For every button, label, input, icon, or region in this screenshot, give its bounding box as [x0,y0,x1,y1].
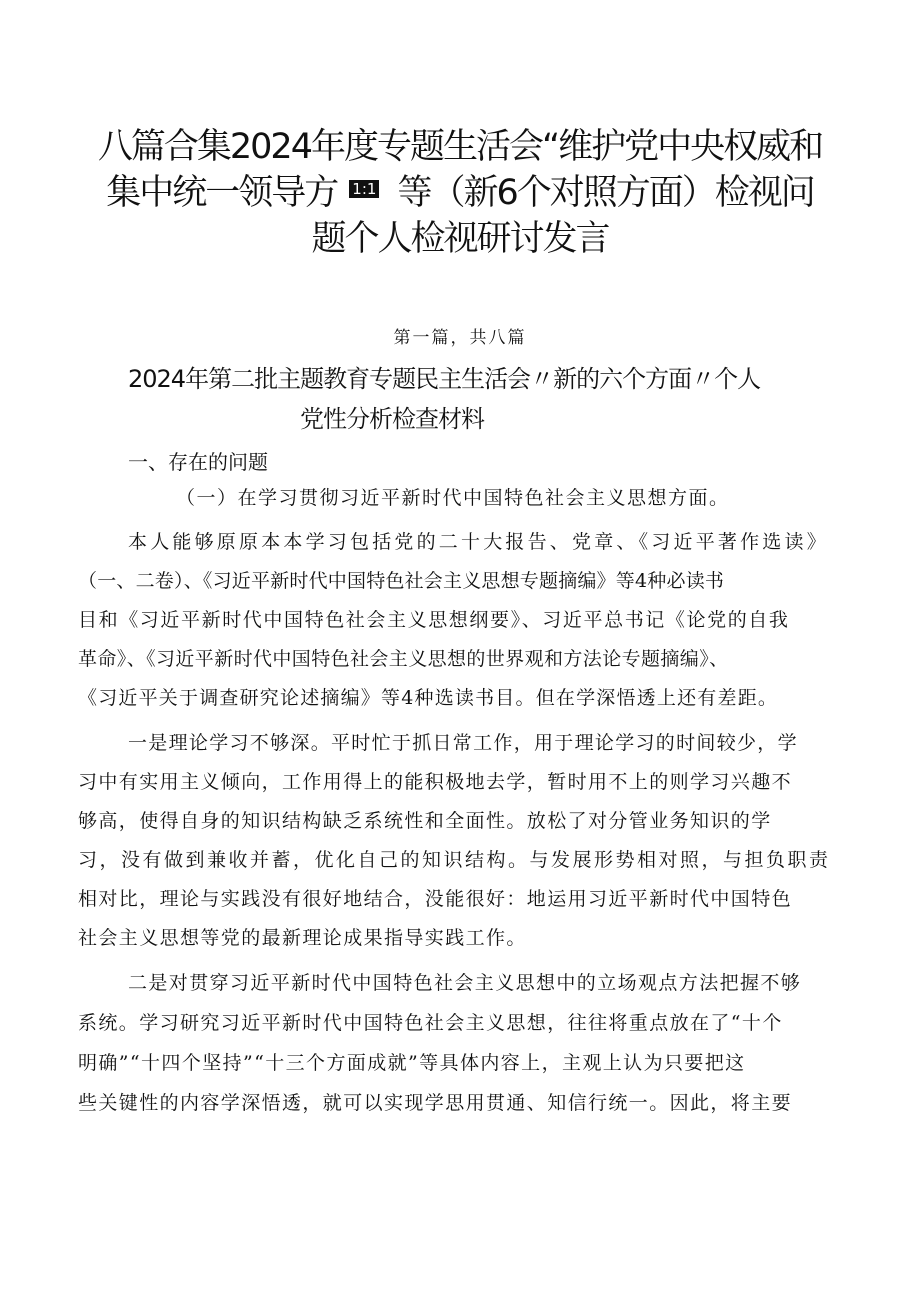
part-label: 第一篇，共八篇 [393,328,527,348]
paragraph-1-line: （一、二卷）、《习近平新时代中国特色社会主义思想专题摘编》等4种必读书 [78,570,725,592]
article-title-line-2: 党性分析检查材料 [300,405,484,433]
paragraph-1-line: 目和《习近平新时代中国特色社会主义思想纲要》、习近平总书记《论党的自我 [78,609,790,631]
paragraph-1-line: 《习近平关于调查研究论述摘编》等4种选读书目。但在学深悟透上还有差距。 [78,687,779,709]
section-heading: 一、存在的问题 [128,450,268,474]
document-title-line-2-start: 集中统一领导方 [106,173,338,213]
paragraph-3-line: 二是对贯穿习近平新时代中国特色社会主义思想中的立场观点方法把握不够 [128,972,802,994]
paragraph-2-line: 习中有实用主义倾向，工作用得上的能积极地去学，暂时用不上的则学习兴趣不 [78,771,793,793]
paragraph-1-line: 革命》、《习近平新时代中国特色社会主义思想的世界观和方法论专题摘编》、 [78,648,729,670]
paragraph-3-line: 系统。学习研究习近平新时代中国特色社会主义思想，往往将重点放在了“十个 [78,1012,783,1034]
paragraph-2-line: 社会主义思想等党的最新理论成果指导实践工作。 [78,927,527,949]
article-title-line-1: 2024年第二批主题教育专题民主生活会〃新的六个方面〃个人 [128,365,761,393]
paragraph-2-line: 习，没有做到兼收并蓄，优化自己的知识结构。与发展形势相对照，与担负职责 [78,849,831,871]
document-title-line-3: 题个人检视研讨发言 [311,219,609,259]
paragraph-3-line: 些关键性的内容学深悟透，就可以实现学思用贯通、知信行统一。因此，将主要 [78,1092,793,1114]
document-title-line-2-end: 等（新6个对照方面）检视问 [397,173,814,213]
paragraph-1-line: 本人能够原原本本学习包括党的二十大报告、党章、《习近平著作选读》 [128,531,829,553]
paragraph-2-line: 相对比，理论与实践没有很好地结合，没能很好：地运用习近平新时代中国特色 [78,888,793,910]
ratio-badge: 1:1 [349,180,379,198]
subsection-heading: （一）在学习贯彻习近平新时代中国特色社会主义思想方面。 [176,487,730,509]
paragraph-2-line: 一是理论学习不够深。平时忙于抓日常工作，用于理论学习的时间较少，学 [128,732,798,754]
paragraph-3-line: 明确”“十四个坚持”“十三个方面成就”等具体内容上，主观上认为只要把这 [78,1052,746,1074]
document-title-line-1: 八篇合集2024年度专题生活会“维护党中央权威和 [97,127,823,167]
document-title-line-2 [70,170,850,216]
paragraph-2-line: 够高，使得自身的知识结构缺乏系统性和全面性。放松了对分管业务知识的学 [78,810,772,832]
